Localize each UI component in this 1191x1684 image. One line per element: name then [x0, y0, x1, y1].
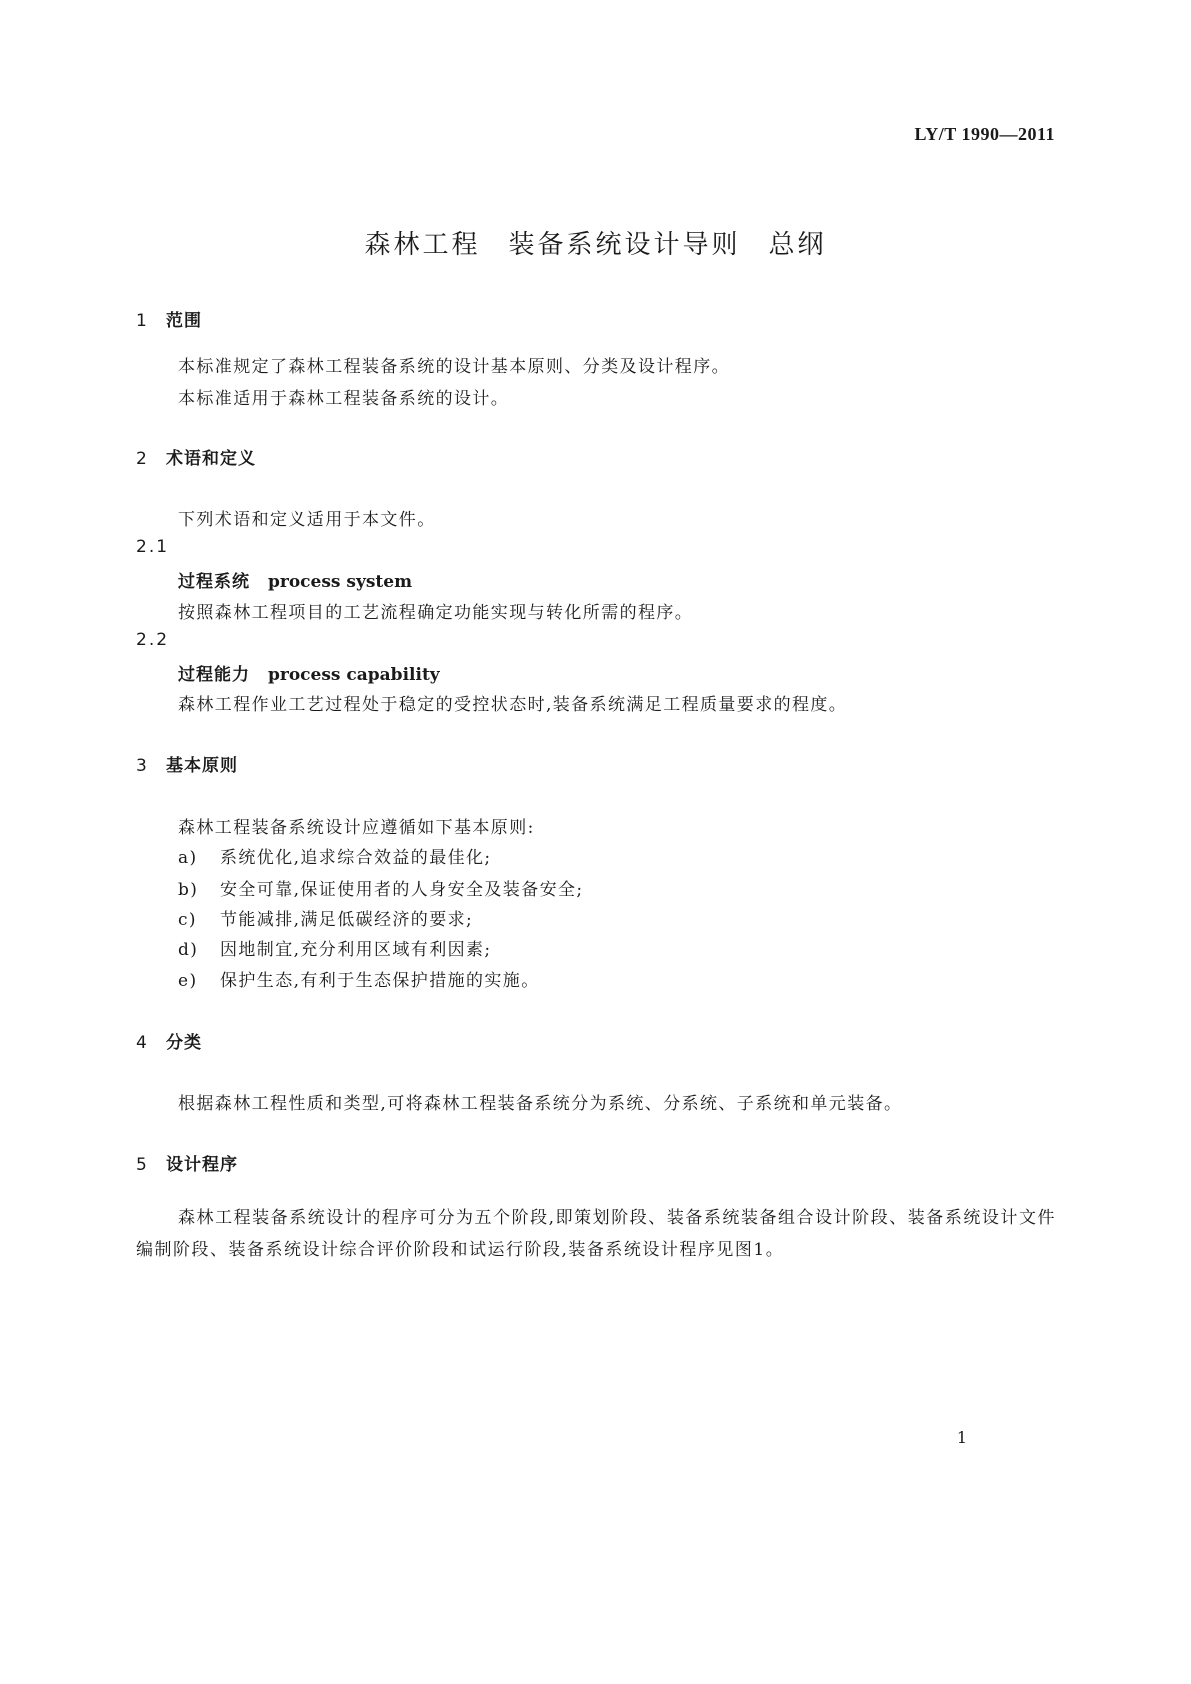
title-part-3: 总纲 — [768, 230, 827, 260]
term-number: 2.1 — [136, 537, 170, 557]
section-number: 4 — [136, 1033, 148, 1053]
section-title: 基本原则 — [166, 756, 238, 776]
scope-paragraph-1: 本标准规定了森林工程装备系统的设计基本原则、分类及设计程序。 — [178, 357, 730, 377]
section-4-heading — [136, 1028, 202, 1053]
document-title — [0, 224, 1191, 261]
section-number: 1 — [136, 311, 148, 331]
term-number: 2.2 — [136, 630, 170, 650]
term-english: process capability — [268, 665, 440, 685]
scope-paragraph-2: 本标准适用于森林工程装备系统的设计。 — [178, 389, 510, 409]
section-5-heading — [136, 1150, 238, 1175]
section-2-heading — [136, 444, 256, 469]
section-1-heading — [136, 306, 202, 331]
list-item-label: c) — [178, 910, 197, 930]
title-part-2: 装备系统设计导则 — [508, 230, 741, 260]
list-item-text: 因地制宜,充分利用区域有利因素; — [220, 940, 492, 960]
page-number: 1 — [956, 1428, 967, 1447]
terms-intro: 下列术语和定义适用于本文件。 — [178, 510, 436, 530]
list-item-text: 节能减排,满足低碳经济的要求; — [220, 910, 474, 930]
section-3-heading — [136, 751, 238, 776]
term-heading — [178, 567, 412, 592]
term-definition: 森林工程作业工艺过程处于稳定的受控状态时,装备系统满足工程质量要求的程度。 — [178, 695, 848, 715]
term-english: process system — [268, 572, 413, 592]
list-item — [178, 966, 540, 991]
section-title: 范围 — [166, 311, 202, 331]
section-number: 3 — [136, 756, 148, 776]
section-title: 分类 — [166, 1033, 202, 1053]
term-definition: 按照森林工程项目的工艺流程确定功能实现与转化所需的程序。 — [178, 603, 694, 623]
list-item-text: 安全可靠,保证使用者的人身安全及装备安全; — [220, 880, 584, 900]
list-item — [178, 843, 492, 868]
standard-code: LY/T 1990—2011 — [914, 124, 1055, 144]
term-heading — [178, 660, 440, 685]
list-item — [178, 935, 492, 960]
list-item — [178, 905, 473, 930]
section-title: 术语和定义 — [166, 449, 256, 469]
list-item-label: d) — [178, 940, 199, 960]
design-procedure-paragraph: 森林工程装备系统设计的程序可分为五个阶段,即策划阶段、装备系统装备组合设计阶段、装备系统设计文件编制阶段、装备系统设计综合评价阶段和试运行阶段,装备系统设计程序见图1。 — [136, 1208, 1056, 1260]
term-chinese: 过程能力 — [178, 665, 250, 685]
section-title: 设计程序 — [166, 1155, 238, 1175]
classification-paragraph: 根据森林工程性质和类型,可将森林工程装备系统分为系统、分系统、子系统和单元装备。 — [178, 1094, 903, 1114]
list-item-text: 系统优化,追求综合效益的最佳化; — [220, 848, 492, 868]
list-item-label: b) — [178, 880, 199, 900]
list-item — [178, 875, 584, 900]
list-item-label: e) — [178, 971, 198, 991]
term-chinese: 过程系统 — [178, 572, 250, 592]
title-part-1: 森林工程 — [364, 230, 481, 260]
principles-intro: 森林工程装备系统设计应遵循如下基本原则: — [178, 818, 535, 838]
list-item-text: 保护生态,有利于生态保护措施的实施。 — [220, 971, 540, 991]
section-number: 2 — [136, 449, 148, 469]
section-number: 5 — [136, 1155, 148, 1175]
list-item-label: a) — [178, 848, 198, 868]
